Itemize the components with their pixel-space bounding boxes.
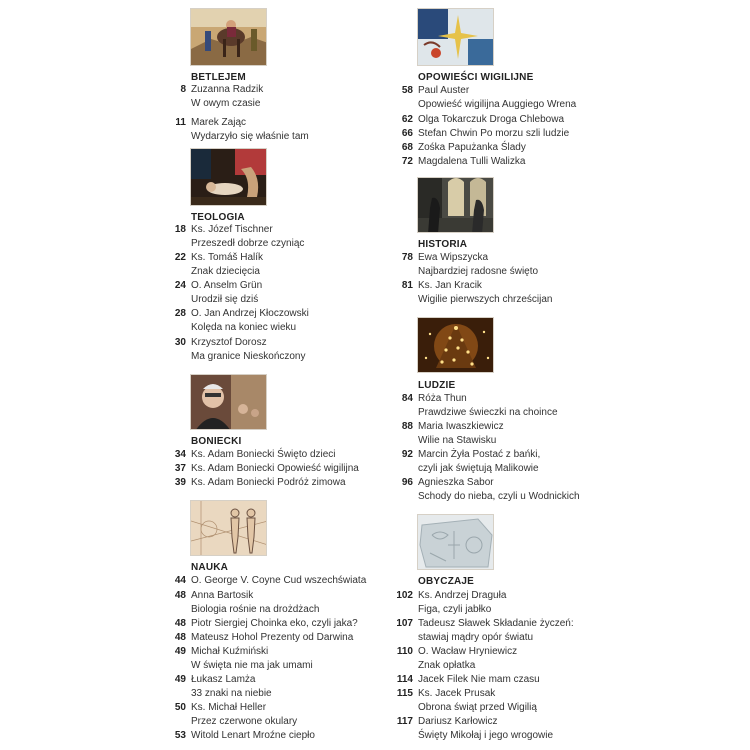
entry-title: Prawdziwe świeczki na choince xyxy=(418,406,558,418)
entry-author: Róża Thun xyxy=(418,393,467,404)
page-number: 53 xyxy=(174,730,186,741)
entry-author: Michał Kuźmiński xyxy=(191,646,269,657)
entry-author: Agnieszka Sabor xyxy=(418,477,494,488)
page-number: 48 xyxy=(174,618,186,629)
entry-text: Piotr Siergiej Choinka eko, czyli jaka? xyxy=(191,618,358,629)
ludzie-image xyxy=(417,317,494,373)
page-number: 48 xyxy=(174,590,186,601)
page-number: 72 xyxy=(401,156,413,167)
page-number: 34 xyxy=(174,449,186,460)
entry-title: stawiaj mądry opór światu xyxy=(418,631,534,643)
section-title-boniecki: BONIECKI xyxy=(191,436,242,447)
entry-title: Ma granice Nieskończony xyxy=(191,350,306,362)
entry-author: O. Wacław Hryniewicz xyxy=(418,646,518,657)
opowiesci-image xyxy=(417,8,494,66)
page-number: 84 xyxy=(401,393,413,404)
entry-text: Jacek Filek Nie mam czasu xyxy=(418,674,540,685)
obyczaje-image xyxy=(417,514,494,570)
page-number: 49 xyxy=(174,646,186,657)
page-number: 39 xyxy=(174,477,186,488)
entry-title: Wydarzyło się właśnie tam xyxy=(191,130,309,142)
page-number: 117 xyxy=(396,716,413,727)
entry-text: Zośka Papużanka Ślady xyxy=(418,142,526,153)
entry-title: Wigilie pierwszych chrześcijan xyxy=(418,293,553,305)
entry-author: Marcin Żyła Postać z bańki, xyxy=(418,449,541,460)
entry-title: Wilie na Stawisku xyxy=(418,434,497,446)
entry-text: Ks. Adam Boniecki Opowieść wigilijna xyxy=(191,463,359,474)
entry-author: Zuzanna Radzik xyxy=(191,84,264,95)
entry-text: Ks. Adam Boniecki Podróż zimowa xyxy=(191,477,346,488)
section-title-historia: HISTORIA xyxy=(418,239,468,250)
entry-author: Łukasz Lamża xyxy=(191,674,256,685)
entry-title: Święty Mikołaj i jego wrogowie xyxy=(418,729,554,741)
entry-author: Tadeusz Sławek Składanie życzeń: xyxy=(418,618,574,629)
entry-title: Najbardziej radosne święto xyxy=(418,265,539,277)
page-number: 28 xyxy=(174,308,186,319)
entry-author: Ks. Tomáš Halík xyxy=(191,252,264,263)
page-number: 44 xyxy=(174,575,186,586)
page-number: 102 xyxy=(396,590,413,601)
entry-author: O. Jan Andrzej Kłoczowski xyxy=(191,308,309,319)
entry-text: Ks. Adam Boniecki Święto dzieci xyxy=(191,449,336,460)
section-title-ludzie: LUDZIE xyxy=(418,380,456,391)
page-number: 66 xyxy=(401,128,413,139)
entry-text: Magdalena Tulli Walizka xyxy=(418,156,526,167)
entry-title: Opowieść wigilijna Auggiego Wrena xyxy=(418,98,577,110)
page-number: 115 xyxy=(396,688,413,699)
page-number: 107 xyxy=(396,618,413,629)
section-title-nauka: NAUKA xyxy=(191,562,229,573)
section-title-opowiesci: OPOWIEŚCI WIGILIJNE xyxy=(418,72,534,83)
page-number: 30 xyxy=(174,337,186,348)
page-number: 110 xyxy=(396,646,413,657)
page-number: 48 xyxy=(174,632,186,643)
entry-title: czyli jak świętują Malikowie xyxy=(418,462,539,474)
entry-title: Obrona świąt przed Wigilią xyxy=(418,701,537,713)
entry-title: W owym czasie xyxy=(191,97,261,109)
section-title-teologia: TEOLOGIA xyxy=(191,212,245,223)
entry-title: Biologia rośnie na drożdżach xyxy=(191,603,320,615)
entry-text: Mateusz Hohol Prezenty od Darwina xyxy=(191,632,354,643)
page-number: 50 xyxy=(174,702,186,713)
page-number: 49 xyxy=(174,674,186,685)
page-number: 8 xyxy=(180,84,186,95)
entry-title: Znak opłatka xyxy=(418,659,476,671)
entry-title: Przeszedł dobrze czyniąc xyxy=(191,237,305,249)
entry-title: Przez czerwone okulary xyxy=(191,715,298,727)
entry-title: 33 znaki na niebie xyxy=(191,687,272,699)
entry-text: Stefan Chwin Po morzu szli ludzie xyxy=(418,128,570,139)
entry-author: Ks. Jacek Prusak xyxy=(418,688,496,699)
page-number: 37 xyxy=(174,463,186,474)
entry-author: Marek Zając xyxy=(191,117,247,128)
page-number: 68 xyxy=(401,142,413,153)
entry-author: Ks. Józef Tischner xyxy=(191,224,273,235)
entry-author: Krzysztof Dorosz xyxy=(191,337,267,348)
page-number: 92 xyxy=(401,449,413,460)
entry-title: W święta nie ma jak umami xyxy=(191,659,313,671)
entry-title: Figa, czyli jabłko xyxy=(418,603,492,615)
page-number: 58 xyxy=(401,85,413,96)
entry-title: Znak dziecięcia xyxy=(191,265,260,277)
entry-text: O. George V. Coyne Cud wszechświata xyxy=(191,575,367,586)
page-number: 81 xyxy=(401,280,413,291)
entry-author: Ks. Andrzej Draguła xyxy=(418,590,507,601)
historia-image xyxy=(417,177,494,233)
entry-text: Witold Lenart Mroźne ciepło xyxy=(191,730,315,741)
section-title-obyczaje: OBYCZAJE xyxy=(418,576,475,587)
boniecki-image xyxy=(190,374,267,430)
entry-text: Olga Tokarczuk Droga Chlebowa xyxy=(418,114,565,125)
page-number: 24 xyxy=(174,280,186,291)
entry-author: Ewa Wipszycka xyxy=(418,252,489,263)
entry-title: Urodził się dziś xyxy=(191,293,259,305)
page-number: 78 xyxy=(401,252,413,263)
page-number: 114 xyxy=(396,674,413,685)
entry-author: Maria Iwaszkiewicz xyxy=(418,421,504,432)
page-number: 88 xyxy=(401,421,413,432)
entry-author: Paul Auster xyxy=(418,85,470,96)
page-number: 62 xyxy=(401,114,413,125)
betlejem-image xyxy=(190,8,267,66)
page-number: 11 xyxy=(175,117,186,128)
entry-author: Anna Bartosik xyxy=(191,590,254,601)
entry-author: O. Anselm Grün xyxy=(191,280,263,291)
entry-author: Ks. Jan Kracik xyxy=(418,280,482,291)
nauka-image xyxy=(190,500,267,556)
page-number: 18 xyxy=(174,224,186,235)
entry-title: Schody do nieba, czyli u Wodnickich xyxy=(418,490,580,502)
entry-author: Dariusz Karłowicz xyxy=(418,716,498,727)
entry-author: Ks. Michał Heller xyxy=(191,702,267,713)
page-number: 22 xyxy=(174,252,186,263)
entry-title: Kolęda na koniec wieku xyxy=(191,321,297,333)
teologia-image xyxy=(190,148,267,206)
page-number: 96 xyxy=(401,477,413,488)
section-title-betlejem: BETLEJEM xyxy=(191,72,246,83)
